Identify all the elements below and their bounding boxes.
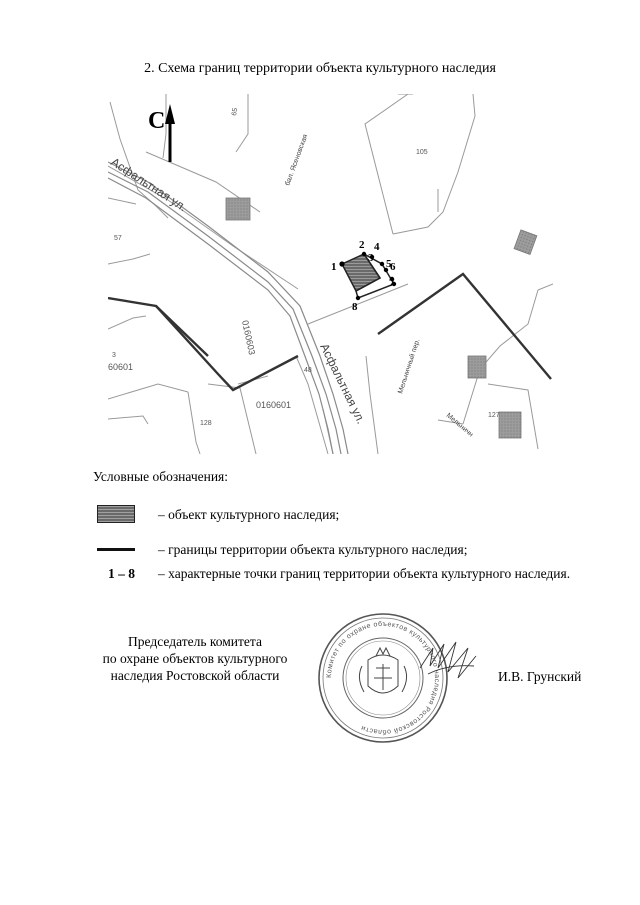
building bbox=[514, 230, 537, 255]
boundary-point bbox=[362, 252, 366, 256]
official-seal bbox=[318, 608, 478, 748]
north-arrow-icon bbox=[148, 104, 175, 162]
point-label-7: 7 bbox=[389, 277, 395, 289]
coat-of-arms-icon bbox=[359, 648, 406, 693]
street-label-melnichny-2: Мельничн bbox=[444, 412, 475, 439]
legend-points-symbol: 1 – 8 bbox=[108, 566, 135, 581]
parcel-label: 128 bbox=[200, 420, 212, 427]
point-label-3: 3 bbox=[368, 252, 374, 264]
seal-ring-text: Комитет по охране объектов культурного наследия Ростовской области bbox=[325, 620, 441, 736]
cadastral-map bbox=[108, 94, 553, 454]
building bbox=[226, 198, 250, 220]
parcel-label: 105 bbox=[416, 149, 428, 156]
parcel-label: 57 bbox=[114, 235, 122, 242]
boundary-point bbox=[380, 262, 384, 266]
point-label-4: 4 bbox=[374, 241, 380, 253]
street-label-yasenovskaya: бал. Ясеновская bbox=[284, 133, 310, 187]
street-label-melnichny: Мельничный пер. bbox=[397, 338, 422, 395]
legend-text-points: – характерные точки границ территории объекта культурного наследия. bbox=[158, 566, 571, 581]
parcel-label: 65 bbox=[231, 107, 240, 117]
parcel-label: 60601 bbox=[108, 362, 134, 372]
legend-text-object: – объект культурного наследия; bbox=[158, 507, 340, 522]
point-label-5: 5 bbox=[386, 258, 392, 270]
street-label-asfaltnaya-2: Асфальтная ул. bbox=[317, 341, 369, 427]
point-label-6: 6 bbox=[390, 261, 396, 273]
signer-position-line: по охране объектов культурного bbox=[102, 651, 288, 666]
signer-name: И.В. Грунский bbox=[498, 669, 582, 684]
legend-boundary-line-symbol bbox=[97, 548, 135, 551]
point-label-1: 1 bbox=[331, 261, 337, 273]
parcel-label: 48 bbox=[304, 367, 312, 374]
legend-title: Условные обозначения: bbox=[93, 469, 229, 484]
legend-text-boundary: – границы территории объекта культурного наследия; bbox=[158, 542, 468, 557]
north-label: С bbox=[148, 108, 166, 134]
signer-position bbox=[80, 633, 310, 684]
boundary-point bbox=[339, 261, 344, 266]
parcel-label: 127 bbox=[488, 412, 500, 419]
parcel-lines bbox=[108, 94, 553, 454]
signer-position-line: наследия Ростовской области bbox=[110, 668, 280, 683]
parcel-label: 3 bbox=[112, 352, 116, 359]
point-label-8: 8 bbox=[352, 301, 358, 313]
page-title: 2. Схема границ территории объекта культурного наследия bbox=[144, 61, 496, 76]
signer-position-line: Председатель комитета bbox=[128, 634, 262, 649]
point-label-2: 2 bbox=[359, 239, 365, 251]
street-label-asfaltnaya-1: Асфальтная ул. bbox=[108, 154, 190, 215]
legend-heritage-object-symbol bbox=[97, 505, 135, 523]
parcel-label: 0160603 bbox=[240, 319, 258, 356]
building bbox=[468, 356, 486, 378]
building bbox=[499, 412, 521, 438]
boundary-point bbox=[356, 296, 360, 300]
parcel-label: 0160601 bbox=[256, 400, 292, 410]
